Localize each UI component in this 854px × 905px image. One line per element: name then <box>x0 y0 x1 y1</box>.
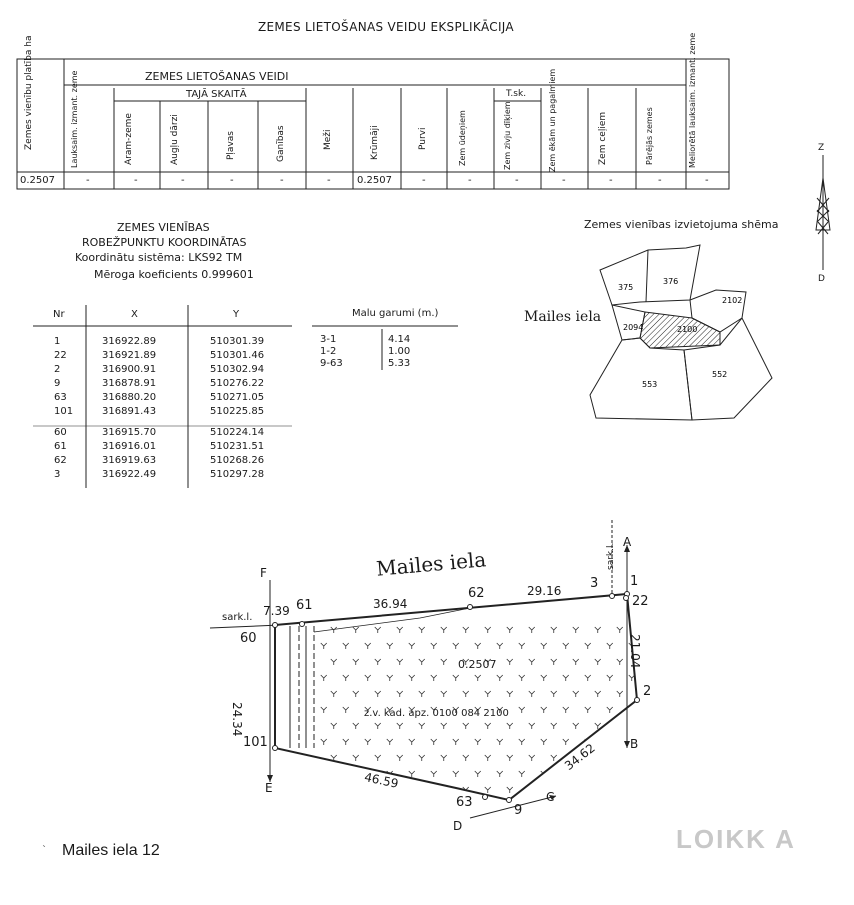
shrub-mark <box>375 691 381 697</box>
coord-nr: 101 <box>54 406 74 417</box>
shrub-mark <box>431 771 437 777</box>
plan-street: Mailes iela <box>375 547 488 581</box>
shrub-mark <box>607 771 613 777</box>
shrub-mark <box>441 691 447 697</box>
shrub-mark <box>397 723 403 729</box>
col-header-other: Pārējās zemes <box>645 107 654 165</box>
shrub-mark <box>397 691 403 697</box>
shrub-mark <box>365 739 371 745</box>
shrub-mark <box>485 627 491 633</box>
coords-title-2: ROBEŽPUNKTU KOORDINĀTAS <box>82 236 247 249</box>
edges-title: Malu garumi (m.) <box>352 308 439 319</box>
shrub-mark <box>519 771 525 777</box>
length-61-62: 36.94 <box>373 597 408 611</box>
coord-y: 510225.85 <box>210 406 265 417</box>
edge-length: 4.14 <box>388 334 411 345</box>
shrub-mark <box>343 739 349 745</box>
value-orchards: - <box>181 175 185 186</box>
parcel-376: 376 <box>663 277 679 286</box>
shrub-mark <box>441 659 447 665</box>
shrub-mark <box>365 675 371 681</box>
shrub-mark <box>529 755 535 761</box>
shrub-mark <box>431 643 437 649</box>
shrub-mark <box>441 723 447 729</box>
value-area: 0.2507 <box>20 175 55 186</box>
shrub-mark <box>475 675 481 681</box>
parcel-375: 375 <box>618 283 634 292</box>
edge-length: 1.00 <box>388 346 411 357</box>
col-header-arable: Aram-zeme <box>124 113 134 165</box>
col-header-roads: Zem ceļiem <box>598 111 608 165</box>
value-forest: - <box>327 175 331 186</box>
length-60-61: 7.39 <box>263 604 290 618</box>
coord-x: 316922.49 <box>102 469 157 480</box>
coord-y: 510276.22 <box>210 378 265 389</box>
shrub-mark <box>519 643 525 649</box>
col-header-buildings: Zem ēkām un pagalmiem <box>548 68 557 172</box>
coord-y: 510302.94 <box>210 364 265 375</box>
shrub-mark <box>419 755 425 761</box>
shrub-mark <box>507 723 513 729</box>
shrub-mark <box>419 723 425 729</box>
shrub-mark <box>375 659 381 665</box>
value-other: - <box>658 175 662 186</box>
footer-mark: ` <box>42 845 47 856</box>
shrub-mark <box>573 627 579 633</box>
shrub-mark <box>463 755 469 761</box>
sark-left: sark.l. <box>222 612 253 623</box>
shrub-mark <box>595 627 601 633</box>
shrub-mark <box>507 627 513 633</box>
shrub-mark <box>397 627 403 633</box>
coord-y: 510224.14 <box>210 427 265 438</box>
axis-b: B <box>630 737 639 751</box>
plan-area: 0.2507 <box>458 658 497 671</box>
shrub-mark <box>331 691 337 697</box>
coord-nr: 61 <box>54 441 67 452</box>
shrub-mark <box>353 691 359 697</box>
shrub-mark <box>485 723 491 729</box>
point-22: 22 <box>632 594 649 609</box>
col-header-fishponds: Zem zivju dīķiem <box>503 101 512 170</box>
shrub-mark <box>595 755 601 761</box>
coord-nr: 22 <box>54 350 67 361</box>
coord-y: 510268.26 <box>210 455 265 466</box>
shrub-mark <box>475 771 481 777</box>
watermark-logo: LOIKK A <box>676 824 796 854</box>
value-shrubs: 0.2507 <box>357 175 392 186</box>
length-63-101: 46.59 <box>363 770 400 791</box>
coord-nr: 2 <box>54 364 61 375</box>
coord-x: 316878.91 <box>102 378 157 389</box>
shrub-mark <box>375 755 381 761</box>
shrub-mark <box>541 739 547 745</box>
shrub-mark <box>497 771 503 777</box>
shrub-mark <box>397 659 403 665</box>
coord-nr: 9 <box>54 378 61 389</box>
shrub-mark <box>321 643 327 649</box>
shrub-mark <box>409 771 415 777</box>
shrub-mark <box>485 691 491 697</box>
shrub-mark <box>353 659 359 665</box>
sub-header: TAJĀ SKAITĀ <box>186 89 247 100</box>
value-roads: - <box>609 175 613 186</box>
shrub-mark <box>321 739 327 745</box>
col-header-bogs: Purvi <box>418 127 428 150</box>
shrub-mark <box>519 739 525 745</box>
shrub-mark <box>321 707 327 713</box>
length-2-9: 34.62 <box>562 740 598 774</box>
shrub-mark <box>563 707 569 713</box>
coord-nr: 60 <box>54 427 67 438</box>
shrub-mark <box>563 771 569 777</box>
shrub-mark <box>585 643 591 649</box>
shrub-mark <box>585 771 591 777</box>
coords-title-1: ZEMES VIENĪBAS <box>117 221 210 234</box>
value-arable: - <box>134 175 138 186</box>
coord-x: 316880.20 <box>102 392 157 403</box>
shrub-mark <box>595 691 601 697</box>
value-pastures: - <box>280 175 284 186</box>
shrub-mark <box>529 659 535 665</box>
coord-y: 510297.28 <box>210 469 265 480</box>
coord-y: 510301.46 <box>210 350 265 361</box>
shrub-mark <box>463 627 469 633</box>
col-header-water: Zem ūdeņiem <box>458 110 467 166</box>
shrub-mark <box>475 739 481 745</box>
value-bogs: - <box>422 175 426 186</box>
shrub-mark <box>387 643 393 649</box>
shrub-mark <box>507 691 513 697</box>
shrub-mark <box>387 739 393 745</box>
shrub-mark <box>441 787 447 793</box>
coord-nr: 3 <box>54 469 61 480</box>
shrub-mark <box>365 643 371 649</box>
length-101-60: 24.34 <box>230 702 244 737</box>
axis-e: E <box>265 781 273 795</box>
shrub-mark <box>585 707 591 713</box>
shrub-mark <box>529 787 535 793</box>
shrub-mark <box>573 723 579 729</box>
edge-name: 3-1 <box>320 334 337 345</box>
coord-y: 510271.05 <box>210 392 265 403</box>
shrub-mark <box>331 659 337 665</box>
shrub-mark <box>519 675 525 681</box>
shrub-mark <box>629 771 635 777</box>
coords-col-nr: Nr <box>53 309 65 320</box>
shrub-mark <box>551 691 557 697</box>
shrub-mark <box>409 675 415 681</box>
value-buildings: - <box>562 175 566 186</box>
shrub-mark <box>353 755 359 761</box>
shrub-mark <box>409 739 415 745</box>
shrub-mark <box>595 787 601 793</box>
axis-a: A <box>623 535 632 549</box>
coord-x: 316916.01 <box>102 441 157 452</box>
footer-address: Mailes iela 12 <box>62 842 160 859</box>
shrub-mark <box>321 675 327 681</box>
shrub-mark <box>541 675 547 681</box>
scheme-title: Zemes vienības izvietojuma shēma <box>584 218 779 231</box>
shrub-mark <box>485 755 491 761</box>
shrub-mark <box>375 787 381 793</box>
shrub-mark <box>541 643 547 649</box>
shrub-mark <box>585 675 591 681</box>
coords-col-x: X <box>131 309 138 320</box>
shrub-mark <box>431 739 437 745</box>
parcel-552: 552 <box>712 370 728 379</box>
coords-system: Koordinātu sistēma: LKS92 TM <box>75 251 243 264</box>
coord-x: 316915.70 <box>102 427 157 438</box>
shrub-mark <box>375 627 381 633</box>
length-22-2: 21.04 <box>628 634 642 669</box>
shrub-mark <box>551 659 557 665</box>
coord-y: 510301.39 <box>210 336 265 347</box>
coord-x: 316900.91 <box>102 364 157 375</box>
shrub-mark <box>343 643 349 649</box>
scheme-street: Mailes iela <box>524 309 602 325</box>
coord-nr: 1 <box>54 336 61 347</box>
col-header-pastures: Ganības <box>276 125 286 162</box>
shrub-mark <box>343 675 349 681</box>
shrub-mark <box>551 755 557 761</box>
parcel-2100: 2100 <box>677 325 698 334</box>
edge-name: 1-2 <box>320 346 337 357</box>
shrub-mark <box>475 643 481 649</box>
shrub-mark <box>573 787 579 793</box>
col-header-shrubs: Krūmāji <box>370 125 380 160</box>
value-agri: - <box>86 175 90 186</box>
shrub-mark <box>353 723 359 729</box>
edge-length: 5.33 <box>388 358 411 369</box>
parcel-2094: 2094 <box>623 323 644 332</box>
shrub-mark <box>485 787 491 793</box>
shrub-mark <box>563 739 569 745</box>
shrub-mark <box>453 771 459 777</box>
shrub-mark <box>497 643 503 649</box>
shrub-mark <box>617 787 623 793</box>
shrub-mark <box>629 675 635 681</box>
shrub-mark <box>497 675 503 681</box>
point-63: 63 <box>456 795 473 810</box>
shrub-mark <box>463 691 469 697</box>
col-header-forest: Meži <box>323 129 333 150</box>
shrub-mark <box>453 675 459 681</box>
shrub-mark <box>419 787 425 793</box>
col-header-agri: Lauksaim. izmant. zeme <box>70 70 79 168</box>
shrub-mark <box>595 659 601 665</box>
coord-x: 316919.63 <box>102 455 157 466</box>
shrub-mark <box>629 707 635 713</box>
coord-y: 510231.51 <box>210 441 265 452</box>
shrub-mark <box>563 675 569 681</box>
sark-top: sark.l. <box>606 542 616 570</box>
coords-col-y: Y <box>233 309 240 320</box>
shrub-mark <box>441 627 447 633</box>
shrub-mark <box>607 675 613 681</box>
point-61: 61 <box>296 598 313 613</box>
parcel-553: 553 <box>642 380 658 389</box>
shrub-mark <box>409 643 415 649</box>
compass-d: D <box>818 274 825 284</box>
shrub-mark <box>519 707 525 713</box>
coord-x: 316891.43 <box>102 406 157 417</box>
shrub-mark <box>541 707 547 713</box>
shrub-mark <box>507 787 513 793</box>
shrub-mark <box>617 627 623 633</box>
coord-nr: 62 <box>54 455 67 466</box>
shrub-mark <box>563 643 569 649</box>
coord-x: 316921.89 <box>102 350 157 361</box>
shrub-mark <box>419 627 425 633</box>
col-header-meliorated: Meliorētā lauksaim. izmant. zeme <box>688 32 697 168</box>
point-2: 2 <box>643 684 652 699</box>
axis-c: C <box>546 790 555 804</box>
shrub-mark <box>331 723 337 729</box>
shrub-mark <box>463 723 469 729</box>
point-101: 101 <box>243 735 268 750</box>
value-meadows: - <box>230 175 234 186</box>
coords-scale: Mēroga koeficients 0.999601 <box>94 268 254 281</box>
shrub-mark <box>321 771 327 777</box>
value-water: - <box>468 175 472 186</box>
shrub-mark <box>573 691 579 697</box>
shrub-mark <box>343 707 349 713</box>
coord-nr: 63 <box>54 392 67 403</box>
shrub-mark <box>617 659 623 665</box>
value-meliorated: - <box>705 175 709 186</box>
shrub-mark <box>497 739 503 745</box>
shrub-mark <box>529 723 535 729</box>
shrub-mark <box>431 675 437 681</box>
plan-cadastre: z.v. kad. apz. 0100 084 2100 <box>364 708 509 719</box>
shrub-mark <box>441 755 447 761</box>
shrub-mark <box>353 787 359 793</box>
shrub-mark <box>617 691 623 697</box>
shrub-mark <box>375 723 381 729</box>
shrub-mark <box>453 643 459 649</box>
axis-f: F <box>260 566 267 580</box>
shrub-mark <box>607 707 613 713</box>
edge-name: 9-63 <box>320 358 343 369</box>
point-60: 60 <box>240 631 257 646</box>
shrub-mark <box>607 643 613 649</box>
explication-title: ZEMES LIETOŠANAS VEIDU EKSPLIKĀCIJA <box>258 20 514 34</box>
shrub-mark <box>331 787 337 793</box>
shrub-mark <box>551 723 557 729</box>
ts-header: T.sk. <box>506 89 527 99</box>
shrub-mark <box>387 675 393 681</box>
shrub-mark <box>397 755 403 761</box>
shrub-mark <box>617 755 623 761</box>
compass-z: Z <box>818 143 825 153</box>
shrub-mark <box>551 627 557 633</box>
col-header-meadows: Pļavas <box>226 131 236 160</box>
col-header-orchards: Augļu dārzi <box>170 114 180 165</box>
shrub-mark <box>529 627 535 633</box>
point-3: 3 <box>590 576 599 591</box>
shrub-mark <box>607 739 613 745</box>
point-9: 9 <box>514 803 523 818</box>
shrub-mark <box>573 659 579 665</box>
shrub-mark <box>353 627 359 633</box>
point-1: 1 <box>630 574 639 589</box>
length-62-3: 29.16 <box>527 584 562 598</box>
col-header-area: Zemes vienību platība ha <box>24 35 34 150</box>
land-use-group-header: ZEMES LIETOŠANAS VEIDI <box>145 70 289 83</box>
coord-x: 316922.89 <box>102 336 157 347</box>
point-62: 62 <box>468 586 485 601</box>
shrub-mark <box>617 723 623 729</box>
shrub-mark <box>419 691 425 697</box>
shrub-mark <box>419 659 425 665</box>
value-fishponds: - <box>515 175 519 186</box>
shrub-mark <box>529 691 535 697</box>
shrub-mark <box>453 739 459 745</box>
shrub-mark <box>507 755 513 761</box>
shrub-mark <box>397 787 403 793</box>
shrub-mark <box>507 659 513 665</box>
shrub-mark <box>343 771 349 777</box>
parcel-2102: 2102 <box>722 296 743 305</box>
axis-d: D <box>453 819 463 833</box>
